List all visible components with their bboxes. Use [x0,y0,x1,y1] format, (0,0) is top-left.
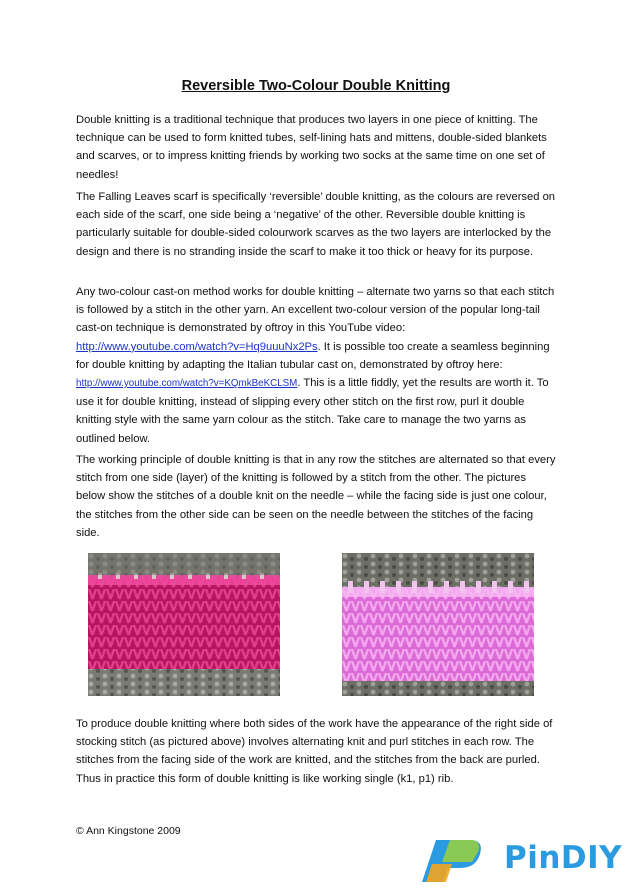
paragraph-intro: Double knitting is a traditional technique that produces two layers in one piece of knitting. The technique can be used to form knitted tubes, self-lining hats and mittens, double-sided blankets and scarves, or to impress knitting friends by working two socks at the same time on one set of needles! [76,114,547,181]
document-title: Reversible Two-Colour Double Knitting [181,78,451,94]
knitting-photo-pink [342,553,534,696]
youtube-link-long-tail[interactable]: http://www.youtube.com/watch?v=Hq9uuuNx2Ps [76,340,318,353]
paragraph-reversible: The Falling Leaves scarf is specifically ‘reversible’ double knitting, as the colours are reversed on each side of the scarf, one side being a ‘negative’ of the other. Reversible double knitting is particularly suitable for double-sided colourwork scarves as the two layers are interlocked by the design and there is no stranding inside the scarf to make it too thick or heavy for its purpose. [76,191,556,258]
cast-on-text-c: . This is a little fiddly, yet the results are worth it. To use it for double knitting, instead of slipping every other stitch on the first row, purl it double knitting style with the same yarn colour as the stitch. Take care to manage the two yarns as outlined below. [76,377,549,445]
pindiy-brand-text: PinDIY [504,840,623,876]
paragraph-cast-on [76,283,556,448]
paragraph-stitches: To produce double knitting where both sides of the work have the appearance of the right side of stocking stitch (as pictured above) involves alternating knit and purl stitches in each row. The stitches from the facing side of the work are knitted, and the stitches from the back are purled. Thus in practice this form of double knitting is like working single (k1, p1) rib. [76,718,553,785]
pindiy-watermark-logo [412,832,624,888]
cast-on-text-a: Any two-colour cast-on method works for double knitting – alternate two yarns so that each stitch is followed by a stitch in the other yarn. An excellent two-colour version of the popular long-tail cast-on technique is demonstrated by oftroy in this YouTube video: [76,286,555,335]
paragraph-principle: The working principle of double knitting is that in any row the stitches are alternated so that every stitch from one side (layer) of the knitting is followed by a stitch from the other. The pictures below show the stitches of a double knit on the needle – while the facing side is just one colour, the stitches from the other side can be seen on the needle between the stitches of the facing side. [76,454,556,539]
youtube-link-tubular[interactable]: http://www.youtube.com/watch?v=KQmkBeKCLSM [76,378,298,390]
copyright-footer: © Ann Kingstone 2009 [76,825,181,837]
knitting-photo-magenta [88,553,280,696]
cast-on-text-b: . It is possible too create a seamless beginning for double knitting by adapting the Italian tubular cast on, demonstrated by oftroy here: [76,340,550,371]
